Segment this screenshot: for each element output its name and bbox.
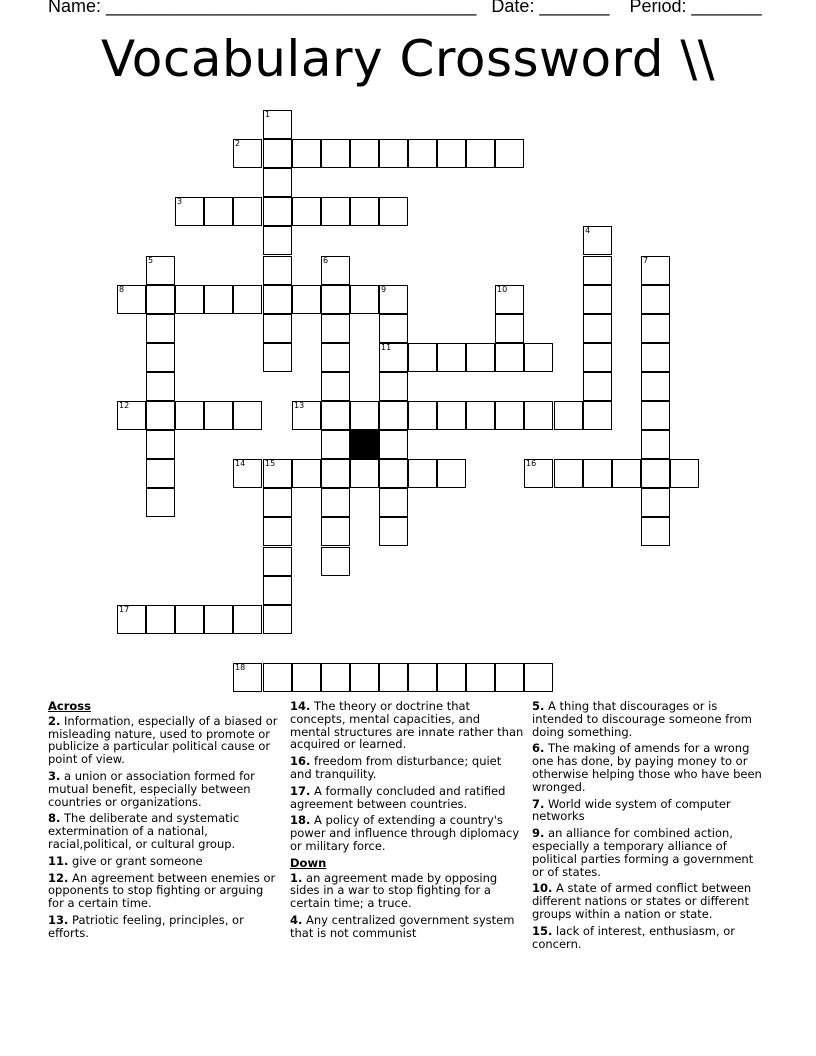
clue-text: Information, especially of a biased or misleading nature, used to promote or publicize a particular political cause or point of view. bbox=[48, 713, 278, 767]
grid-cell[interactable] bbox=[321, 459, 350, 488]
grid-cell[interactable] bbox=[379, 517, 408, 546]
grid-cell[interactable] bbox=[321, 547, 350, 576]
clue-number: 18 bbox=[235, 663, 246, 672]
clue-text: An agreement between enemies or opponents to stop fighting or arguing for a certain time. bbox=[48, 870, 276, 911]
grid-cell[interactable] bbox=[263, 459, 292, 488]
grid-cell[interactable] bbox=[321, 256, 350, 285]
clue-number: 12 bbox=[119, 401, 130, 410]
grid-cell[interactable] bbox=[495, 285, 524, 314]
clue-number: 7. bbox=[532, 796, 545, 811]
grid-cell[interactable] bbox=[321, 285, 350, 314]
clue-text: The deliberate and systematic extermination of a national, racial,political, or cultural group. bbox=[48, 811, 240, 851]
clue-number: 7 bbox=[643, 256, 649, 265]
clue-number: 14. bbox=[290, 699, 311, 713]
clue-number: 16. bbox=[290, 754, 311, 769]
clue-text: give or grant someone bbox=[68, 853, 203, 868]
grid-cell[interactable] bbox=[263, 256, 292, 285]
grid-cell[interactable] bbox=[641, 343, 670, 372]
grid-cell[interactable] bbox=[495, 139, 524, 168]
grid-cell[interactable] bbox=[204, 401, 233, 430]
grid-cell[interactable] bbox=[263, 110, 292, 139]
clue-text: The making of amends for a wrong one has done, by paying money to or otherwise helping those who have been wronged. bbox=[532, 741, 762, 794]
grid-cell[interactable] bbox=[641, 430, 670, 459]
grid-cell[interactable] bbox=[233, 401, 262, 430]
grid-cell[interactable] bbox=[495, 663, 524, 692]
clue-number: 13. bbox=[48, 912, 69, 927]
grid-cell[interactable] bbox=[379, 430, 408, 459]
grid-cell[interactable] bbox=[233, 197, 262, 226]
clue-item bbox=[532, 827, 766, 878]
grid-cell[interactable] bbox=[175, 197, 204, 226]
clue-number: 12. bbox=[48, 870, 69, 885]
clue-item bbox=[48, 715, 282, 766]
clue-text: A formally concluded and ratified agreement between countries. bbox=[290, 783, 506, 811]
grid-cell[interactable] bbox=[641, 314, 670, 343]
grid-cell[interactable] bbox=[495, 343, 524, 372]
grid-cell[interactable] bbox=[641, 459, 670, 488]
grid-cell[interactable] bbox=[466, 401, 495, 430]
grid-cell[interactable] bbox=[263, 343, 292, 372]
grid-cell[interactable] bbox=[321, 314, 350, 343]
grid-cell[interactable] bbox=[146, 488, 175, 517]
grid-cell[interactable] bbox=[379, 663, 408, 692]
grid-cell[interactable] bbox=[379, 343, 408, 372]
grid-cell[interactable] bbox=[175, 605, 204, 634]
grid-cell[interactable] bbox=[379, 459, 408, 488]
clue-number: 6. bbox=[532, 741, 545, 756]
clue-number: 5. bbox=[532, 699, 545, 713]
grid-cell[interactable] bbox=[263, 226, 292, 255]
grid-cell[interactable] bbox=[583, 285, 612, 314]
clue-number: 3. bbox=[48, 768, 61, 783]
clue-item bbox=[290, 914, 524, 940]
grid-cell[interactable] bbox=[146, 372, 175, 401]
grid-cell[interactable] bbox=[263, 576, 292, 605]
grid-cell[interactable] bbox=[146, 401, 175, 430]
grid-cell[interactable] bbox=[350, 139, 379, 168]
clue-item bbox=[532, 742, 766, 793]
grid-cell[interactable] bbox=[263, 285, 292, 314]
grid-cell[interactable] bbox=[146, 314, 175, 343]
grid-cell[interactable] bbox=[321, 401, 350, 430]
grid-cell[interactable] bbox=[321, 139, 350, 168]
grid-cell[interactable] bbox=[583, 314, 612, 343]
black-square bbox=[350, 430, 379, 459]
clue-number: 14 bbox=[235, 459, 246, 468]
clue-item bbox=[290, 814, 524, 852]
grid-cell[interactable] bbox=[292, 139, 321, 168]
clue-item bbox=[290, 872, 524, 910]
grid-cell[interactable] bbox=[292, 401, 321, 430]
grid-cell[interactable] bbox=[117, 605, 146, 634]
grid-cell[interactable] bbox=[321, 663, 350, 692]
clue-item bbox=[532, 925, 766, 951]
grid-cell[interactable] bbox=[350, 285, 379, 314]
grid-cell[interactable] bbox=[233, 663, 262, 692]
grid-cell[interactable] bbox=[495, 401, 524, 430]
clue-number: 13 bbox=[294, 401, 305, 410]
grid-cell[interactable] bbox=[263, 547, 292, 576]
grid-cell[interactable] bbox=[350, 197, 379, 226]
grid-cell[interactable] bbox=[263, 168, 292, 197]
grid-cell[interactable] bbox=[263, 139, 292, 168]
grid-cell[interactable] bbox=[117, 285, 146, 314]
grid-cell[interactable] bbox=[583, 343, 612, 372]
clue-item bbox=[48, 770, 282, 808]
clue-number: 15. bbox=[532, 923, 553, 938]
grid-cell[interactable] bbox=[263, 197, 292, 226]
grid-cell[interactable] bbox=[408, 459, 437, 488]
grid-cell[interactable] bbox=[379, 197, 408, 226]
clue-item bbox=[290, 700, 524, 751]
clue-text: lack of interest, enthusiasm, or concern. bbox=[532, 923, 736, 951]
grid-cell[interactable] bbox=[437, 139, 466, 168]
grid-cell[interactable] bbox=[292, 285, 321, 314]
clue-number: 2 bbox=[235, 139, 241, 148]
grid-cell[interactable] bbox=[583, 256, 612, 285]
grid-cell[interactable] bbox=[379, 401, 408, 430]
clue-number: 17 bbox=[119, 605, 130, 614]
grid-cell[interactable] bbox=[146, 430, 175, 459]
clue-text: an alliance for combined action, especially a temporary alliance of political parties forming a government or of states. bbox=[532, 826, 754, 879]
grid-cell[interactable] bbox=[612, 459, 641, 488]
clue-number: 1. bbox=[290, 870, 303, 885]
clue-number: 8. bbox=[48, 811, 61, 826]
clue-number: 10 bbox=[497, 285, 508, 294]
clue-number: 11 bbox=[381, 343, 392, 352]
clue-item bbox=[48, 812, 282, 850]
grid-cell[interactable] bbox=[554, 459, 583, 488]
grid-cell[interactable] bbox=[233, 285, 262, 314]
grid-cell[interactable] bbox=[437, 401, 466, 430]
clue-item bbox=[532, 882, 766, 920]
clue-text: The theory or doctrine that concepts, mental capacities, and mental structures are innate rather than acquired or learned. bbox=[290, 699, 524, 752]
grid-cell[interactable] bbox=[350, 663, 379, 692]
section-heading: Across bbox=[48, 699, 91, 713]
grid-cell[interactable] bbox=[263, 517, 292, 546]
clue-text: Any centralized government system that is not communist bbox=[290, 912, 515, 940]
grid-cell[interactable] bbox=[670, 459, 699, 488]
clue-number: 11. bbox=[48, 853, 69, 868]
clue-item bbox=[48, 872, 282, 910]
grid-cell[interactable] bbox=[321, 430, 350, 459]
grid-cell[interactable] bbox=[641, 256, 670, 285]
grid-cell[interactable] bbox=[641, 285, 670, 314]
grid-cell[interactable] bbox=[321, 517, 350, 546]
grid-cell[interactable] bbox=[379, 488, 408, 517]
clue-item bbox=[48, 855, 282, 868]
clues-column-3 bbox=[532, 700, 766, 954]
grid-cell[interactable] bbox=[263, 314, 292, 343]
grid-cell[interactable] bbox=[263, 663, 292, 692]
grid-cell[interactable] bbox=[408, 663, 437, 692]
grid-cell[interactable] bbox=[524, 343, 553, 372]
clue-number: 16 bbox=[526, 459, 537, 468]
grid-cell[interactable] bbox=[146, 285, 175, 314]
clues-column-1 bbox=[48, 700, 282, 944]
grid-cell[interactable] bbox=[583, 459, 612, 488]
grid-cell[interactable] bbox=[233, 605, 262, 634]
grid-cell[interactable] bbox=[641, 488, 670, 517]
grid-cell[interactable] bbox=[583, 372, 612, 401]
clue-number: 5 bbox=[148, 256, 154, 265]
clue-number: 2. bbox=[48, 713, 61, 728]
clue-number: 4 bbox=[585, 226, 591, 235]
grid-cell[interactable] bbox=[321, 488, 350, 517]
clue-number: 3 bbox=[177, 197, 183, 206]
grid-cell[interactable] bbox=[524, 401, 553, 430]
section-heading: Down bbox=[290, 855, 327, 870]
clue-number: 6 bbox=[323, 256, 329, 265]
clue-item bbox=[290, 785, 524, 811]
grid-cell[interactable] bbox=[495, 314, 524, 343]
grid-cell[interactable] bbox=[583, 226, 612, 255]
grid-cell[interactable] bbox=[379, 139, 408, 168]
grid-cell[interactable] bbox=[321, 372, 350, 401]
clue-number: 18. bbox=[290, 813, 311, 828]
clue-text: Patriotic feeling, principles, or efforts. bbox=[48, 912, 244, 940]
clue-item bbox=[532, 700, 766, 738]
grid-cell[interactable] bbox=[146, 343, 175, 372]
grid-cell[interactable] bbox=[204, 605, 233, 634]
grid-cell[interactable] bbox=[466, 663, 495, 692]
grid-cell[interactable] bbox=[263, 488, 292, 517]
grid-cell[interactable] bbox=[233, 139, 262, 168]
clue-number: 17. bbox=[290, 783, 311, 798]
clue-item bbox=[48, 914, 282, 940]
clue-number: 15 bbox=[265, 459, 276, 468]
grid-cell[interactable] bbox=[524, 459, 553, 488]
grid-cell[interactable] bbox=[204, 285, 233, 314]
clue-text: A policy of extending a country's power and influence through diplomacy or military force. bbox=[290, 813, 520, 853]
grid-cell[interactable] bbox=[350, 459, 379, 488]
grid-cell[interactable] bbox=[379, 314, 408, 343]
clue-number: 1 bbox=[265, 110, 271, 119]
grid-cell[interactable] bbox=[321, 197, 350, 226]
clue-text: freedom from disturbance; quiet and tranquility. bbox=[290, 754, 502, 781]
grid-cell[interactable] bbox=[146, 459, 175, 488]
grid-cell[interactable] bbox=[466, 343, 495, 372]
page-title: Vocabulary Crossword \\ bbox=[100, 30, 716, 88]
grid-cell[interactable] bbox=[437, 663, 466, 692]
grid-cell[interactable] bbox=[524, 663, 553, 692]
grid-cell[interactable] bbox=[554, 401, 583, 430]
grid-cell[interactable] bbox=[641, 517, 670, 546]
clues-column-2 bbox=[290, 700, 524, 944]
clue-text: an agreement made by opposing sides in a war to stop fighting for a certain time; a truce. bbox=[290, 870, 498, 911]
grid-cell[interactable] bbox=[408, 343, 437, 372]
grid-cell[interactable] bbox=[379, 285, 408, 314]
grid-cell[interactable] bbox=[175, 285, 204, 314]
grid-cell[interactable] bbox=[146, 256, 175, 285]
clue-text: A state of armed conflict between different nations or states or different groups within a nation or state. bbox=[532, 881, 752, 921]
clue-text: A thing that discourages or is intended to discourage someone from doing something. bbox=[532, 699, 752, 739]
grid-cell[interactable] bbox=[350, 401, 379, 430]
clue-item bbox=[532, 798, 766, 824]
grid-cell[interactable] bbox=[466, 139, 495, 168]
clue-number: 9 bbox=[381, 285, 387, 294]
grid-cell[interactable] bbox=[379, 372, 408, 401]
grid-cell[interactable] bbox=[437, 343, 466, 372]
grid-cell[interactable] bbox=[292, 663, 321, 692]
grid-cell[interactable] bbox=[146, 605, 175, 634]
grid-cell[interactable] bbox=[175, 401, 204, 430]
grid-cell[interactable] bbox=[408, 139, 437, 168]
grid-cell[interactable] bbox=[641, 401, 670, 430]
grid-cell[interactable] bbox=[292, 197, 321, 226]
grid-cell[interactable] bbox=[204, 197, 233, 226]
clue-text: a union or association formed for mutual benefit, especially between countries or organizations. bbox=[48, 768, 255, 809]
grid-cell[interactable] bbox=[233, 459, 262, 488]
grid-cell[interactable] bbox=[117, 401, 146, 430]
grid-cell[interactable] bbox=[321, 343, 350, 372]
grid-cell[interactable] bbox=[408, 401, 437, 430]
clue-number: 8 bbox=[119, 285, 125, 294]
clue-item bbox=[290, 755, 524, 781]
clue-text: World wide system of computer networks bbox=[532, 796, 731, 824]
grid-cell[interactable] bbox=[437, 459, 466, 488]
clue-number: 4. bbox=[290, 912, 303, 927]
clue-number: 10. bbox=[532, 881, 553, 896]
grid-cell[interactable] bbox=[292, 459, 321, 488]
name-date-period-line: Name: _____________________________________ Date: _______ Period: _______ bbox=[48, 0, 762, 16]
grid-cell[interactable] bbox=[263, 605, 292, 634]
grid-cell[interactable] bbox=[641, 372, 670, 401]
clue-number: 9. bbox=[532, 826, 545, 841]
grid-cell[interactable] bbox=[583, 401, 612, 430]
